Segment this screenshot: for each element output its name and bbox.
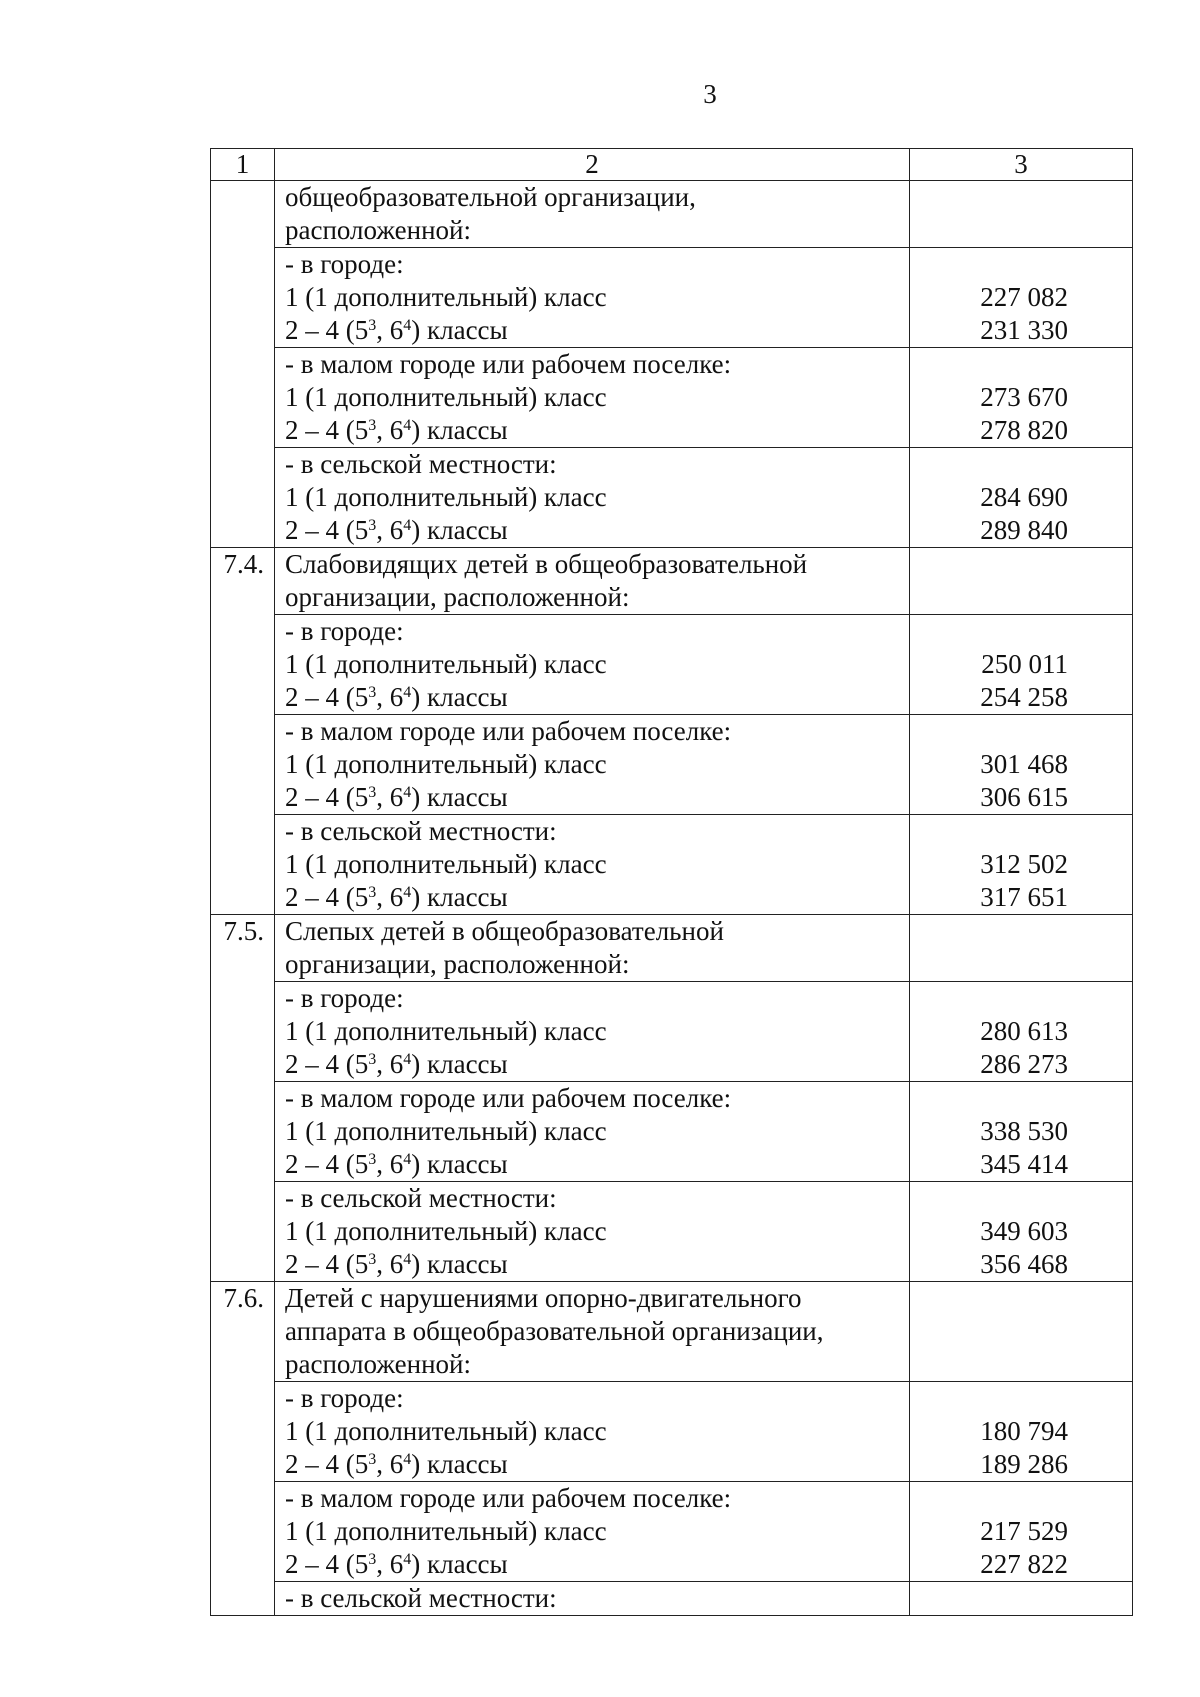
header-col-3: 3: [910, 149, 1133, 181]
location-label: - в малом городе или рабочем поселке:: [285, 1483, 732, 1513]
row-classes-2-4: 2 – 4 ($5^3$, $6^4$) классы: [285, 1549, 508, 1579]
location-values: [910, 1182, 1133, 1282]
title-line: организации, расположенной:: [285, 949, 630, 979]
location-label: - в сельской местности:: [285, 1583, 557, 1613]
value-class-1: 227 082: [980, 282, 1068, 312]
tail-row: [211, 1582, 1133, 1616]
location-values: [910, 615, 1133, 715]
item-number-empty: [211, 348, 275, 448]
location-values: [910, 715, 1133, 815]
continuation-title-row: [211, 181, 1133, 248]
value-classes-2-4: 231 330: [980, 315, 1068, 345]
tariff-table: [210, 148, 1133, 1616]
row-classes-2-4: 2 – 4 ($5^3$, $6^4$) классы: [285, 882, 508, 912]
value-class-1: 273 670: [980, 382, 1068, 412]
row-class-1: 1 (1 дополнительный) класс: [285, 1116, 607, 1146]
location-block-row: [211, 715, 1133, 815]
location-block: [275, 448, 910, 548]
location-block-row: [211, 1382, 1133, 1482]
row-classes-2-4: 2 – 4 ($5^3$, $6^4$) классы: [285, 1449, 508, 1479]
group-title-row: [211, 1282, 1133, 1382]
row-classes-2-4: 2 – 4 ($5^3$, $6^4$) классы: [285, 1249, 508, 1279]
location-block-row: [211, 815, 1133, 915]
title-line: Слепых детей в общеобразовательной: [285, 916, 724, 946]
row-class-1: 1 (1 дополнительный) класс: [285, 282, 607, 312]
location-block: [275, 1182, 910, 1282]
title-line: расположенной:: [285, 215, 471, 245]
row-class-1: 1 (1 дополнительный) класс: [285, 1416, 607, 1446]
location-block: [275, 348, 910, 448]
value-classes-2-4: 356 468: [980, 1249, 1068, 1279]
item-value-empty: [910, 1282, 1133, 1382]
location-block-row: [211, 348, 1133, 448]
item-number-empty: [211, 1182, 275, 1282]
location-values: [910, 1482, 1133, 1582]
item-number-empty: [211, 615, 275, 715]
item-number-empty: [211, 448, 275, 548]
title-line: организации, расположенной:: [285, 582, 630, 612]
location-block-row: [211, 615, 1133, 715]
value-class-1: 180 794: [980, 1416, 1068, 1446]
location-label: - в городе:: [285, 616, 404, 646]
location-block: [275, 615, 910, 715]
value-classes-2-4: 278 820: [980, 415, 1068, 445]
item-value-empty: [910, 915, 1133, 982]
location-block-row: [211, 1082, 1133, 1182]
row-classes-2-4: 2 – 4 ($5^3$, $6^4$) классы: [285, 315, 508, 345]
row-class-1: 1 (1 дополнительный) класс: [285, 1216, 607, 1246]
value-classes-2-4: 227 822: [980, 1549, 1068, 1579]
location-values: [910, 1082, 1133, 1182]
location-block: [275, 982, 910, 1082]
location-values: [910, 1382, 1133, 1482]
item-number: 7.5.: [211, 915, 275, 982]
location-values: [910, 248, 1133, 348]
table-body: [211, 149, 1133, 1616]
table-header-row: [211, 149, 1133, 181]
location-block: [275, 815, 910, 915]
title-line: расположенной:: [285, 1349, 471, 1379]
group-title-row: [211, 915, 1133, 982]
location-label: - в малом городе или рабочем поселке:: [285, 1083, 732, 1113]
row-class-1: 1 (1 дополнительный) класс: [285, 382, 607, 412]
group-title-row: [211, 548, 1133, 615]
value-classes-2-4: 254 258: [980, 682, 1068, 712]
value-class-1: 284 690: [980, 482, 1068, 512]
item-title: [275, 915, 910, 982]
value-classes-2-4: 189 286: [980, 1449, 1068, 1479]
row-classes-2-4: 2 – 4 ($5^3$, $6^4$) классы: [285, 415, 508, 445]
location-label: - в городе:: [285, 983, 404, 1013]
row-class-1: 1 (1 дополнительный) класс: [285, 1516, 607, 1546]
value-class-1: 338 530: [980, 1116, 1068, 1146]
item-number-empty: [211, 1082, 275, 1182]
value-class-1: 217 529: [980, 1516, 1068, 1546]
value-class-1: 250 011: [981, 649, 1068, 679]
location-values: [910, 982, 1133, 1082]
location-block-row: [211, 448, 1133, 548]
location-values: [910, 815, 1133, 915]
location-block: [275, 248, 910, 348]
row-classes-2-4: 2 – 4 ($5^3$, $6^4$) классы: [285, 1149, 508, 1179]
row-classes-2-4: 2 – 4 ($5^3$, $6^4$) классы: [285, 782, 508, 812]
title-line: Слабовидящих детей в общеобразовательной: [285, 549, 808, 579]
title-line: аппарата в общеобразовательной организации,: [285, 1316, 824, 1346]
item-number-empty: [211, 1582, 275, 1616]
row-class-1: 1 (1 дополнительный) класс: [285, 849, 607, 879]
header-col-1: 1: [211, 149, 275, 181]
value-classes-2-4: 286 273: [980, 1049, 1068, 1079]
value-class-1: 349 603: [980, 1216, 1068, 1246]
row-class-1: 1 (1 дополнительный) класс: [285, 482, 607, 512]
item-number-empty: [211, 248, 275, 348]
title-line: общеобразовательной организации,: [285, 182, 696, 212]
value-classes-2-4: 345 414: [980, 1149, 1068, 1179]
item-title: [275, 1282, 910, 1382]
location-block: [275, 1082, 910, 1182]
value-classes-2-4: 289 840: [980, 515, 1068, 545]
row-classes-2-4: 2 – 4 ($5^3$, $6^4$) классы: [285, 515, 508, 545]
page-number: 3: [703, 79, 717, 109]
location-label: - в городе:: [285, 249, 404, 279]
row-class-1: 1 (1 дополнительный) класс: [285, 1016, 607, 1046]
value-class-1: 312 502: [980, 849, 1068, 879]
item-value-empty: [910, 181, 1133, 248]
item-title: [275, 548, 910, 615]
title-line: Детей с нарушениями опорно-двигательного: [285, 1283, 802, 1313]
location-label: - в городе:: [285, 1383, 404, 1413]
item-number-empty: [211, 1382, 275, 1482]
location-values: [910, 448, 1133, 548]
item-number: 7.4.: [211, 548, 275, 615]
header-col-2: 2: [275, 149, 910, 181]
item-number-empty: [211, 1482, 275, 1582]
location-label: - в малом городе или рабочем поселке:: [285, 349, 732, 379]
item-number-empty: [211, 715, 275, 815]
row-classes-2-4: 2 – 4 ($5^3$, $6^4$) классы: [285, 1049, 508, 1079]
item-number: 7.6.: [211, 1282, 275, 1382]
location-block: [275, 1482, 910, 1582]
location-block-row: [211, 982, 1133, 1082]
item-title: [275, 181, 910, 248]
location-block: [275, 1582, 910, 1616]
location-label: - в малом городе или рабочем поселке:: [285, 716, 732, 746]
item-number: [211, 181, 275, 248]
value-classes-2-4: 306 615: [980, 782, 1068, 812]
location-values: [910, 348, 1133, 448]
item-number-empty: [211, 815, 275, 915]
item-value-empty: [910, 548, 1133, 615]
location-values: [910, 1582, 1133, 1616]
location-block: [275, 715, 910, 815]
value-class-1: 301 468: [980, 749, 1068, 779]
location-label: - в сельской местности:: [285, 1183, 557, 1213]
row-class-1: 1 (1 дополнительный) класс: [285, 649, 607, 679]
item-number-empty: [211, 982, 275, 1082]
location-block-row: [211, 248, 1133, 348]
location-label: - в сельской местности:: [285, 449, 557, 479]
location-block-row: [211, 1182, 1133, 1282]
value-classes-2-4: 317 651: [980, 882, 1068, 912]
location-block: [275, 1382, 910, 1482]
value-class-1: 280 613: [980, 1016, 1068, 1046]
location-label: - в сельской местности:: [285, 816, 557, 846]
location-block-row: [211, 1482, 1133, 1582]
row-class-1: 1 (1 дополнительный) класс: [285, 749, 607, 779]
row-classes-2-4: 2 – 4 ($5^3$, $6^4$) классы: [285, 682, 508, 712]
